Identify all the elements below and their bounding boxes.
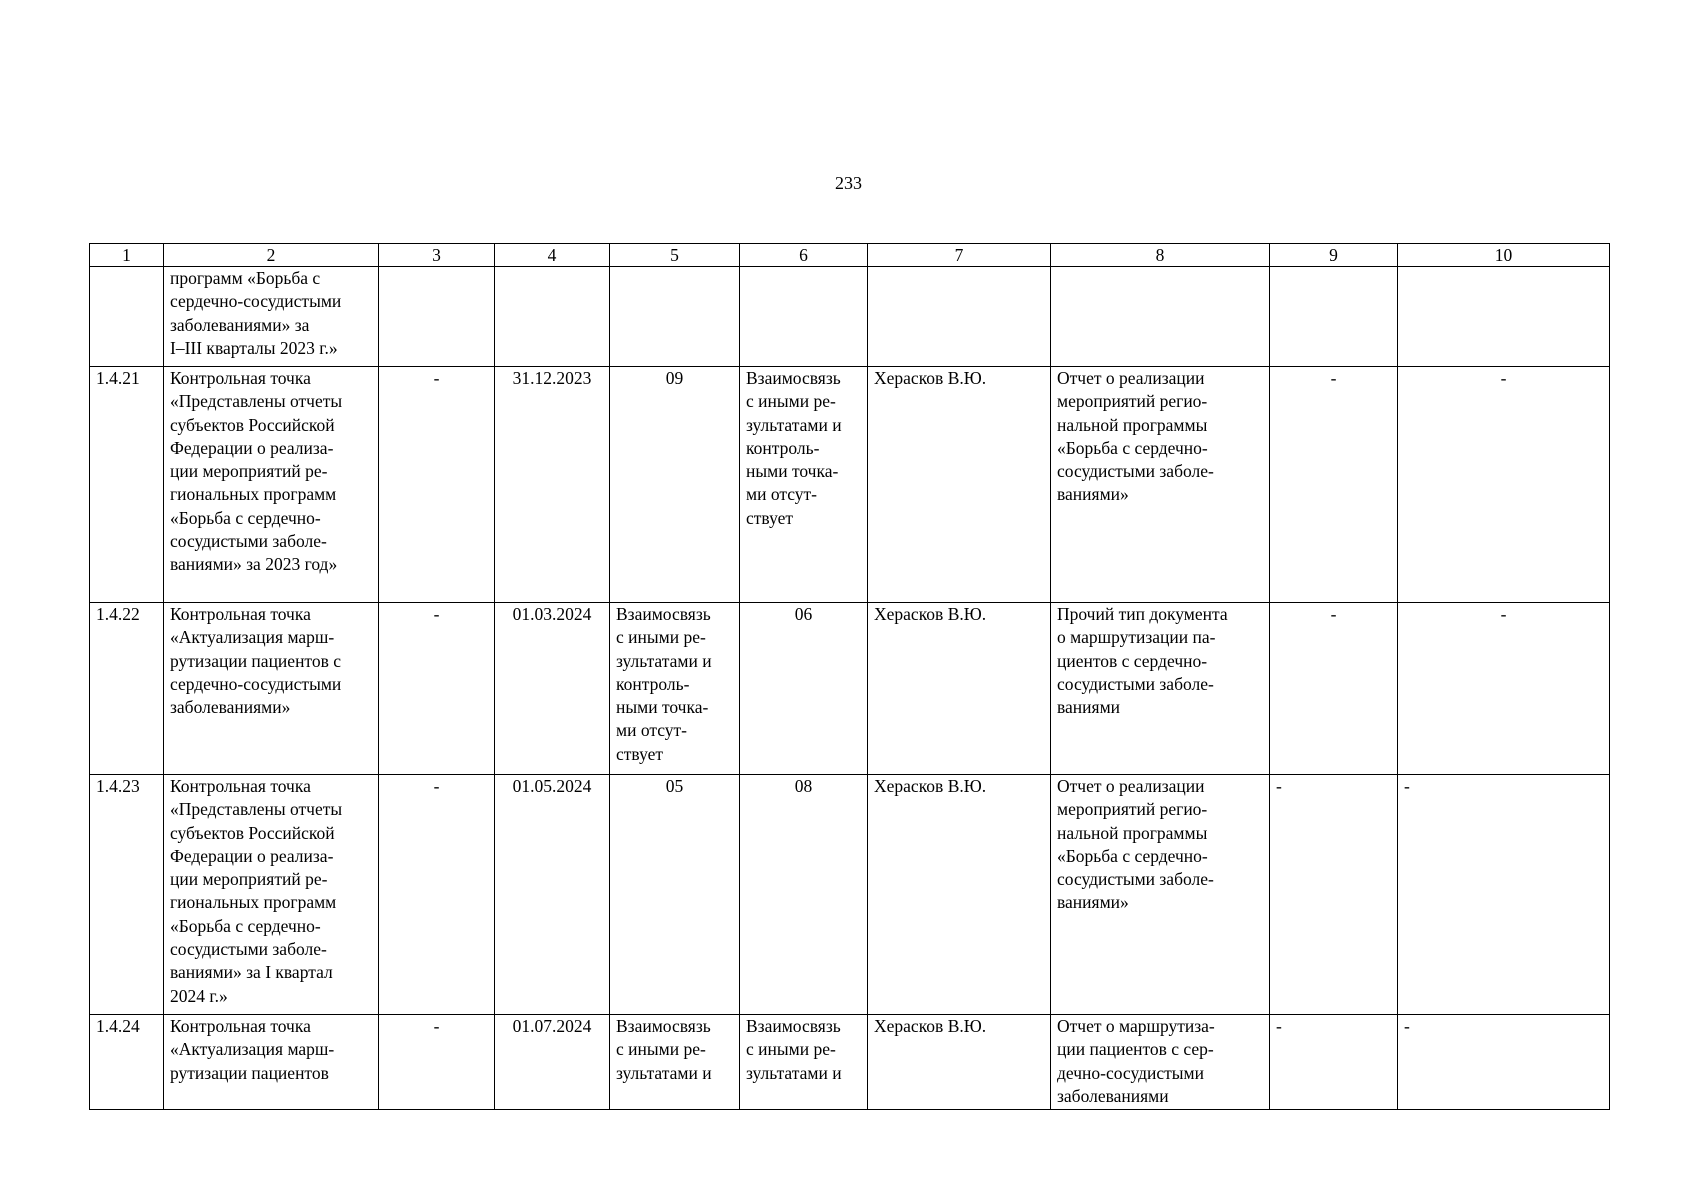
cell-col10: - [1398,1015,1610,1110]
cell-line: Контрольная точка [170,604,311,624]
cell-col3: - [379,367,495,603]
cell-line: с иными ре- [616,627,706,648]
cell-line: сосудистыми заболе- [170,939,327,960]
cell-line: 09 [665,368,684,388]
cell-line: Отчет о реализации [1057,368,1205,388]
cell-line: ции мероприятий ре- [170,461,328,482]
cell-line: «Борьба с сердечно- [1057,845,1208,866]
cell-line: гиональных программ [170,484,337,505]
cell-col3: - [379,1015,495,1110]
table-row [90,603,1610,775]
cell-col9: - [1270,603,1398,775]
cell-line: ваниями» за I квартал [170,962,333,983]
document-type [1051,1015,1270,1110]
cell-col6 [740,367,868,603]
cell-line: ваниями [1057,697,1121,718]
responsible-person: Херасков В.Ю. [868,367,1051,603]
cell-col6 [740,1015,868,1110]
cell-col9 [1270,267,1398,367]
cell-line: дечно-сосудистыми [1057,1062,1204,1083]
cell-line: сосудистыми заболе- [170,531,327,552]
table-row [90,1015,1610,1110]
cell-line: сердечно-сосудистыми [170,673,342,694]
cell-line: мероприятий регио- [1057,391,1208,412]
responsible-person: Херасков В.Ю. [868,1015,1051,1110]
cell-line: нальной программы [1057,822,1208,843]
document-type [1051,267,1270,367]
cell-line: I–III кварталы 2023 г.» [170,337,338,358]
cell-line: Федерации о реализа- [170,437,334,458]
due-date: 01.05.2024 [495,775,610,1015]
cell-line: сердечно-сосудистыми [170,291,342,312]
cell-line: Взаимосвязь [616,604,711,624]
cell-line: ции мероприятий ре- [170,869,328,890]
cell-line: с иными ре- [746,1039,836,1060]
page-number: 233 [835,173,862,193]
column-header: 7 [868,244,1051,267]
cell-line: мероприятий регио- [1057,799,1208,820]
cell-line: «Представлены отчеты [170,391,343,412]
cell-col9: - [1270,775,1398,1015]
responsible-person: Херасков В.Ю. [868,775,1051,1015]
column-header: 6 [740,244,868,267]
cell-line: о маршрутизации па- [1057,627,1216,648]
cell-line: ми отсут- [616,720,687,741]
control-point-name [164,367,379,603]
cell-line: сосудистыми заболе- [1057,673,1214,694]
cell-line: зультатами и [746,1062,842,1083]
control-points-table [89,243,1610,1110]
cell-line: субъектов Российской [170,414,335,435]
cell-line: ваниями» за 2023 год» [170,554,338,575]
due-date: 01.03.2024 [495,603,610,775]
control-point-name [164,267,379,367]
cell-line: Отчет о маршрутиза- [1057,1016,1215,1036]
cell-line: циентов с сердечно- [1057,650,1208,671]
cell-line: заболеваниями [1057,1085,1169,1106]
cell-line: нальной программы [1057,414,1208,435]
control-point-name [164,775,379,1015]
table-row [90,775,1610,1015]
cell-col10 [1398,267,1610,367]
cell-line: контроль- [746,437,820,458]
cell-line: ствует [616,743,664,764]
cell-col6 [740,775,868,1015]
cell-col3 [379,267,495,367]
control-point-name [164,603,379,775]
control-point-name [164,1015,379,1110]
cell-line: сосудистыми заболе- [1057,461,1214,482]
cell-line: ваниями» [1057,484,1129,505]
cell-line: с иными ре- [616,1039,706,1060]
row-number: 1.4.22 [90,603,164,775]
cell-line: зультатами и [746,414,842,435]
cell-col9: - [1270,1015,1398,1110]
cell-line: ными точка- [746,461,839,482]
cell-line: рутизации пациентов [170,1062,329,1083]
column-header: 4 [495,244,610,267]
cell-line: программ «Борьба с [170,268,321,288]
cell-line: Отчет о реализации [1057,776,1205,796]
cell-line: контроль- [616,673,690,694]
cell-line: ми отсут- [746,484,817,505]
cell-line: «Борьба с сердечно- [1057,437,1208,458]
column-header: 1 [90,244,164,267]
row-number: 1.4.24 [90,1015,164,1110]
column-header: 2 [164,244,379,267]
cell-line: ции пациентов с сер- [1057,1039,1214,1060]
cell-line: сосудистыми заболе- [1057,869,1214,890]
cell-line: заболеваниями» за [170,314,310,335]
column-header: 8 [1051,244,1270,267]
due-date: 01.07.2024 [495,1015,610,1110]
cell-col5 [610,267,740,367]
cell-col9: - [1270,367,1398,603]
cell-col5 [610,775,740,1015]
cell-line: 05 [665,776,684,796]
header-row [90,244,1610,267]
cell-col3: - [379,775,495,1015]
cell-line: рутизации пациентов с [170,650,342,671]
cell-line: ваниями» [1057,892,1129,913]
due-date [495,267,610,367]
column-header: 9 [1270,244,1398,267]
cell-line: Прочий тип документа [1057,604,1228,624]
table-row [90,367,1610,603]
column-header: 10 [1398,244,1610,267]
cell-line: заболеваниями» [170,697,291,718]
row-number: 1.4.23 [90,775,164,1015]
cell-line: «Актуализация марш- [170,1039,335,1060]
cell-line: Взаимосвязь [746,368,841,388]
document-type [1051,603,1270,775]
cell-line: с иными ре- [746,391,836,412]
cell-line: Контрольная точка [170,1016,311,1036]
responsible-person [868,267,1051,367]
cell-line: ствует [746,507,794,528]
cell-line: 06 [794,604,813,624]
cell-line: Взаимосвязь [746,1016,841,1036]
cell-col10: - [1398,775,1610,1015]
column-header: 3 [379,244,495,267]
cell-col5 [610,1015,740,1110]
row-number: 1.4.21 [90,367,164,603]
document-type [1051,775,1270,1015]
cell-line: «Актуализация марш- [170,627,335,648]
column-header: 5 [610,244,740,267]
responsible-person: Херасков В.Ю. [868,603,1051,775]
cell-col5 [610,367,740,603]
cell-line: ными точка- [616,697,709,718]
cell-line: субъектов Российской [170,822,335,843]
cell-line: гиональных программ [170,892,337,913]
cell-line: Взаимосвязь [616,1016,711,1036]
document-type [1051,367,1270,603]
cell-col10: - [1398,603,1610,775]
cell-line: Контрольная точка [170,368,311,388]
cell-line: 2024 г.» [170,985,228,1006]
cell-line: «Борьба с сердечно- [170,507,321,528]
table-row [90,267,1610,367]
cell-line: «Представлены отчеты [170,799,343,820]
cell-col6 [740,603,868,775]
cell-col3: - [379,603,495,775]
cell-col10: - [1398,367,1610,603]
cell-line: «Борьба с сердечно- [170,915,321,936]
cell-col6 [740,267,868,367]
cell-col5 [610,603,740,775]
cell-line: 08 [794,776,813,796]
due-date: 31.12.2023 [495,367,610,603]
row-number [90,267,164,367]
cell-line: Контрольная точка [170,776,311,796]
cell-line: зультатами и [616,650,712,671]
cell-line: зультатами и [616,1062,712,1083]
cell-line: Федерации о реализа- [170,845,334,866]
